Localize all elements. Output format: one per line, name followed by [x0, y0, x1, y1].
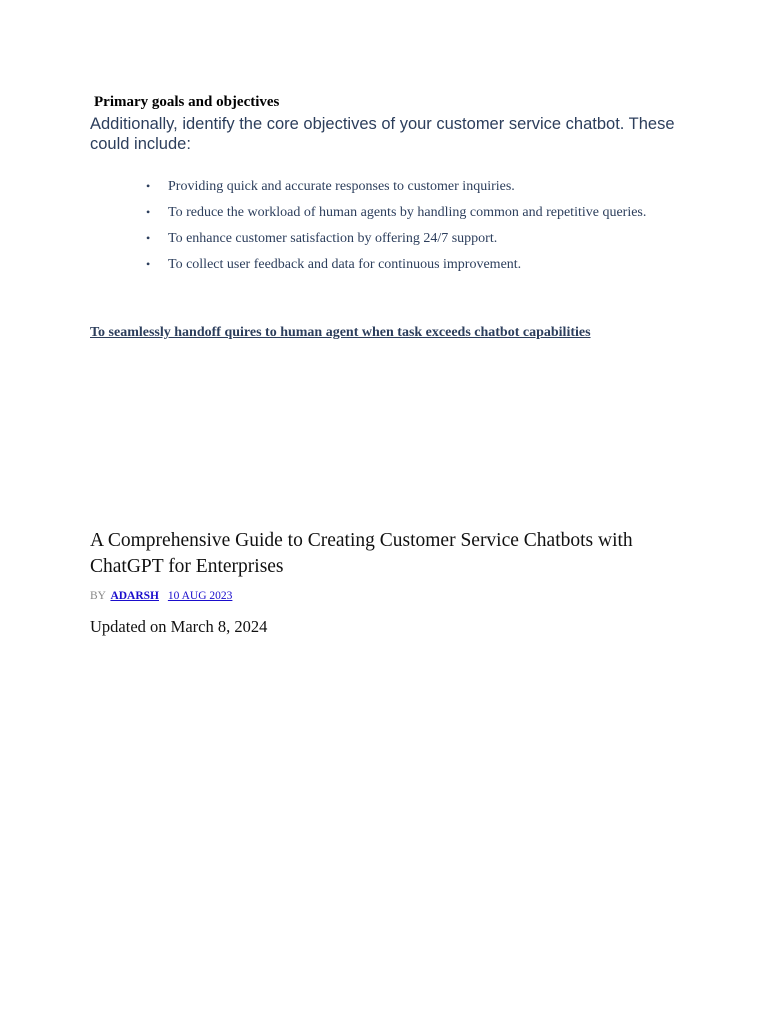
article-title: A Comprehensive Guide to Creating Customer Service Chatbots with ChatGPT for Enterprises [90, 530, 633, 577]
list-item-text: To reduce the workload of human agents by handling common and repetitive queries. [168, 205, 647, 220]
list-item [146, 230, 666, 247]
byline [90, 590, 232, 602]
bullet-icon: • [146, 231, 151, 245]
author-link[interactable]: ADARSH [110, 590, 159, 602]
byline-prefix: BY [90, 590, 106, 602]
bullet-icon: • [146, 257, 151, 271]
objectives-list [146, 178, 666, 282]
intro-paragraph: Additionally, identify the core objectives of your customer service chatbot. These could include: [90, 115, 675, 153]
list-item [146, 178, 666, 195]
date-link[interactable]: 10 AUG 2023 [167, 590, 233, 602]
bullet-icon: • [146, 179, 151, 193]
section-heading: Primary goals and objectives [94, 94, 280, 110]
bullet-icon: • [146, 205, 151, 219]
handoff-statement: To seamlessly handoff quires to human agent when task exceeds chatbot capabilities [90, 325, 591, 340]
list-item [146, 256, 666, 273]
list-item-text: Providing quick and accurate responses to customer inquiries. [168, 179, 515, 194]
list-item-text: To enhance customer satisfaction by offering 24/7 support. [168, 231, 498, 246]
list-item-text: To collect user feedback and data for continuous improvement. [168, 257, 522, 272]
list-item [146, 204, 666, 221]
updated-date: Updated on March 8, 2024 [90, 617, 268, 636]
